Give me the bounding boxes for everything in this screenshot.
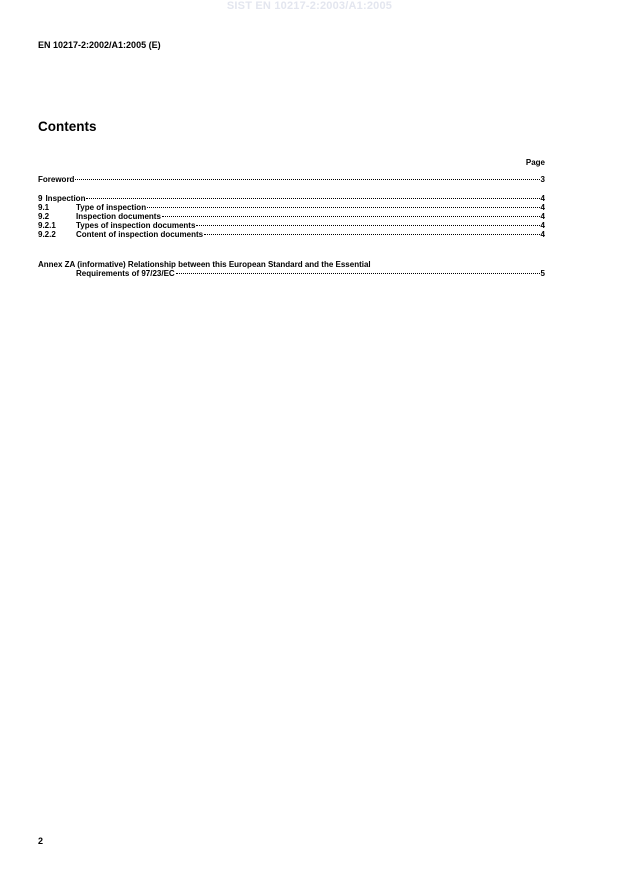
toc-leader-dots: [147, 207, 539, 208]
toc-block-annex: [38, 260, 545, 278]
toc-entry-page: 4: [540, 203, 545, 212]
toc-entry-annex-za-title[interactable]: [38, 260, 545, 269]
toc-entry-number: 9.1: [38, 203, 50, 212]
toc-entry-text: Inspection documents: [76, 212, 161, 221]
toc-leader-dots: [176, 273, 540, 274]
toc-entry-number: 9: [38, 194, 43, 203]
toc-entry-page: 4: [540, 212, 545, 221]
toc-entry-number: 9.2.2: [38, 230, 56, 239]
toc-leader-dots: [204, 234, 539, 235]
toc-leader-dots: [75, 179, 539, 180]
toc-entry-types-of-inspection-documents[interactable]: [38, 221, 545, 230]
toc-entry-text: Type of inspection: [76, 203, 147, 212]
toc-entry-text: Content of inspection documents: [76, 230, 204, 239]
toc-leader-dots: [162, 216, 540, 217]
toc-entry-annex-za-continued[interactable]: [38, 269, 545, 278]
toc-entry-text: Inspection: [45, 194, 86, 203]
toc-entry-page: 4: [540, 194, 545, 203]
document-id-header: EN 10217-2:2002/A1:2005 (E): [38, 40, 161, 50]
page-number: 2: [38, 836, 44, 846]
toc-entry-page: 4: [540, 230, 545, 239]
toc-entry-foreword[interactable]: [38, 175, 545, 184]
toc-block-section-9: [38, 194, 545, 239]
contents-heading: Contents: [38, 119, 97, 134]
toc-entry-text: Types of inspection documents: [76, 221, 196, 230]
toc-entry-page: 4: [540, 221, 545, 230]
toc-leader-dots: [86, 198, 539, 199]
toc-leader-dots: [196, 225, 539, 226]
toc-entry-number: 9.2.1: [38, 221, 56, 230]
toc-entry-number: 9.2: [38, 212, 50, 221]
toc-block-foreword: [38, 175, 545, 184]
toc-entry-content-of-inspection-documents[interactable]: [38, 230, 545, 239]
watermark: SIST EN 10217-2:2003/A1:2005: [226, 0, 393, 12]
toc-entry-page: 5: [540, 269, 545, 278]
toc-entry-inspection-documents[interactable]: [38, 212, 545, 221]
toc-entry-text: Foreword: [38, 175, 75, 184]
toc-entry-text: Annex ZA (informative) Relationship between this European Standard and the Essential: [38, 260, 371, 269]
toc-entry-type-of-inspection[interactable]: [38, 203, 545, 212]
toc-entry-text: Requirements of 97/23/EC: [76, 269, 175, 278]
toc-entry-inspection[interactable]: [38, 194, 545, 203]
toc-entry-page: 3: [540, 175, 545, 184]
page-column-label: Page: [525, 158, 545, 167]
